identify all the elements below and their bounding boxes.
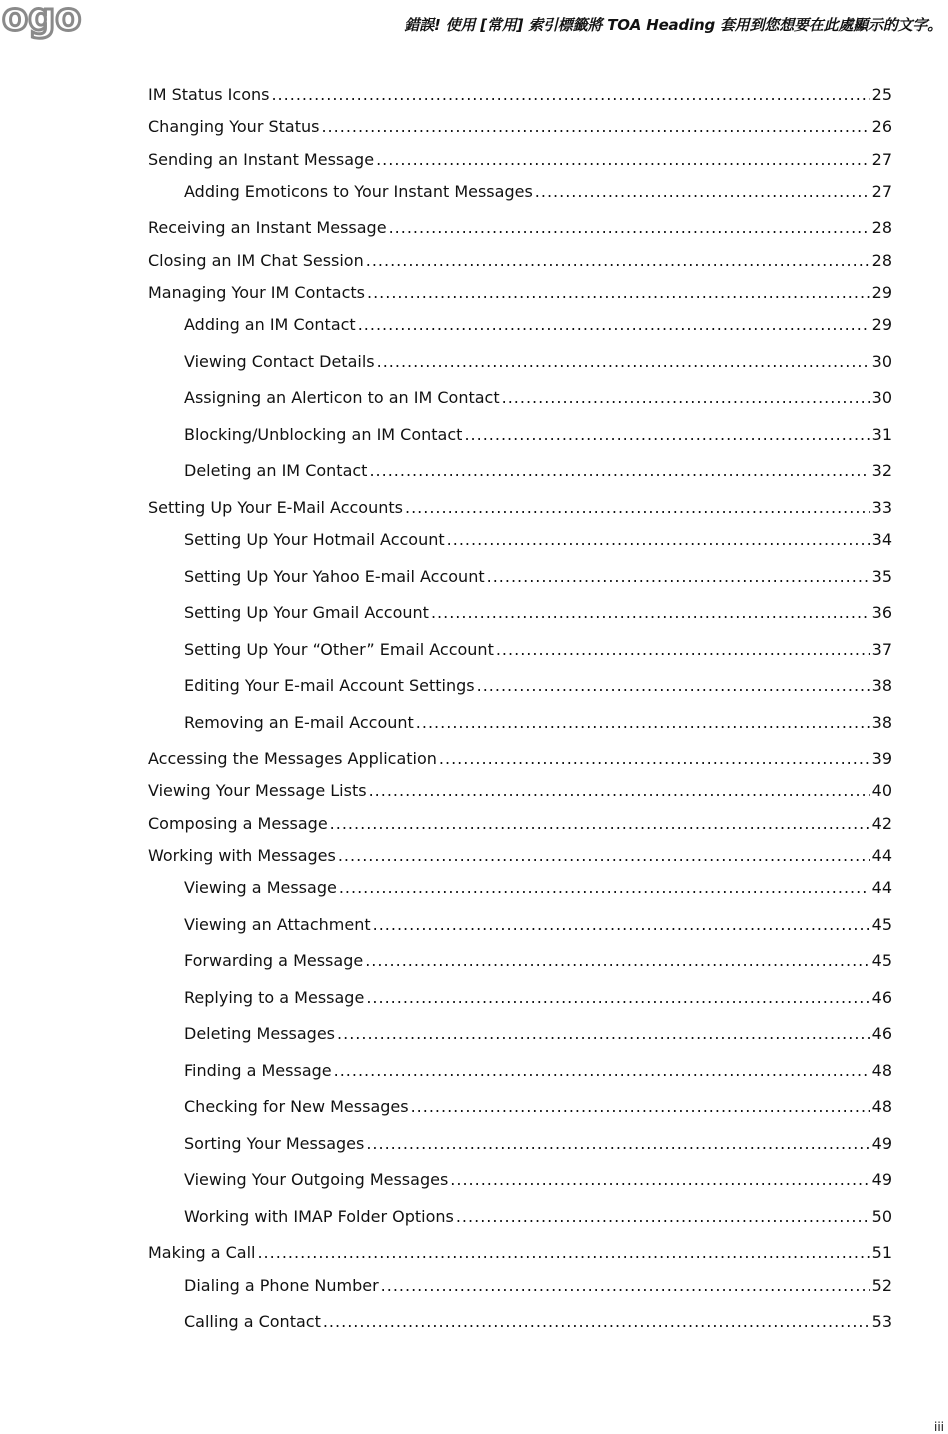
toc-entry-page: 38 [871,676,892,696]
toc-entry-title: Setting Up Your Yahoo E-mail Account [184,566,485,586]
dot-leader [338,845,870,867]
toc-entry-page: 33 [871,497,892,517]
toc-entry-title: Making a Call [148,1243,256,1263]
toc-entry-title: Deleting Messages [184,1024,336,1044]
dot-leader [271,84,869,106]
toc-entry[interactable] [148,1311,892,1348]
toc-entry-page: 28 [871,250,892,270]
toc-entry-title: Viewing Your Outgoing Messages [184,1170,449,1190]
toc-entry[interactable] [148,1133,892,1170]
toc-entry-title: IM Status Icons [148,85,270,104]
toc-entry[interactable] [148,1096,892,1133]
toc-entry-page: 26 [871,117,892,137]
toc-entry-title: Viewing Contact Details [184,351,375,371]
toc-entry-page: 48 [871,1060,892,1080]
toc-entry-page: 49 [871,1170,892,1190]
toc-entry[interactable] [148,1060,892,1097]
dot-leader [381,1275,870,1297]
dot-leader [456,1206,870,1228]
toc-entry[interactable] [148,675,892,712]
dot-leader [502,387,870,409]
dot-leader [439,748,870,770]
toc-entry-title: Setting Up Your Hotmail Account [184,530,445,550]
dot-leader [405,497,870,519]
toc-entry[interactable] [148,813,892,845]
toc-entry-page: 27 [871,181,892,201]
toc-entry-title: Adding Emoticons to Your Instant Messages [184,181,533,201]
toc-entry-page: 46 [871,987,892,1007]
dot-leader [369,460,869,482]
dot-leader [369,780,870,802]
toc-entry[interactable] [148,639,892,676]
toc-entry-title: Viewing Your Message Lists [148,781,367,801]
toc-entry[interactable] [148,914,892,951]
dot-leader [389,217,870,239]
toc-entry[interactable] [148,314,892,351]
toa-heading-error: 錯誤! 使用 [常用] 索引標籤將 TOA Heading 套用到您想要在此處顯示的文字。 [404,16,942,34]
toc-entry[interactable] [148,602,892,639]
toc-entry-page: 29 [871,315,892,335]
toc-entry[interactable] [148,529,892,566]
toc-entry-title: Closing an IM Chat Session [148,250,364,270]
dot-leader [330,813,870,835]
toc-entry-page: 34 [871,530,892,550]
dot-leader [431,602,870,624]
toc-entry-page: 31 [871,424,892,444]
toc-entry-title: Calling a Contact [184,1312,321,1332]
dot-leader [334,1060,870,1082]
toc-entry-title: Receiving an Instant Message [148,218,387,238]
toc-entry-title: Dialing a Phone Number [184,1275,379,1295]
toc-entry[interactable] [148,1275,892,1312]
toc-entry-page: 48 [871,1097,892,1117]
toc-entry[interactable] [148,748,892,780]
toc-entry-page: 52 [871,1275,892,1295]
toc-entry-page: 51 [871,1243,892,1263]
dot-leader [337,1023,870,1045]
toc-entry-page: 30 [871,351,892,371]
toc-entry[interactable] [148,877,892,914]
toc-entry[interactable] [148,780,892,812]
toc-entry-title: Adding an IM Contact [184,315,356,335]
dot-leader [366,250,870,272]
toc-entry-page: 50 [871,1206,892,1226]
toc-entry-title: Replying to a Message [184,987,365,1007]
toc-entry[interactable] [148,217,892,249]
dot-leader [464,424,869,446]
toc-entry-page: 53 [871,1312,892,1332]
toc-entry[interactable] [148,181,892,218]
toc-entry-title: Finding a Message [184,1060,332,1080]
dot-leader [416,712,870,734]
dot-leader [447,529,870,551]
dot-leader [496,639,870,661]
dot-leader [487,566,870,588]
toc-entry[interactable] [148,387,892,424]
toc-entry-title: Managing Your IM Contacts [148,282,365,302]
toc-entry-title: Composing a Message [148,813,328,833]
dot-leader [450,1169,869,1191]
toc-entry[interactable] [148,950,892,987]
toc-entry-page: 39 [871,749,892,769]
toc-entry-title: Removing an E-mail Account [184,712,414,732]
toc-entry-title: Accessing the Messages Application [148,749,437,769]
toc-entry[interactable] [148,1169,892,1206]
toc-entry-title: Viewing a Message [184,878,337,898]
dot-leader [366,987,869,1009]
dot-leader [257,1242,869,1264]
page-number: iii [933,1420,944,1434]
toc-entry-title: Setting Up Your “Other” Email Account [184,639,494,659]
toc-entry-page: 32 [871,461,892,481]
toc-entry-title: Assigning an Alerticon to an IM Contact [184,388,500,408]
toc-entry-title: Editing Your E-mail Account Settings [184,676,475,696]
toc-entry-page: 30 [871,388,892,408]
toc-entry[interactable] [148,250,892,282]
toc-entry[interactable] [148,84,892,116]
dot-leader [365,950,869,972]
toc-entry[interactable] [148,424,892,461]
toc-entry[interactable] [148,282,892,314]
toc-entry-title: Forwarding a Message [184,951,364,971]
toc-entry-page: 40 [871,781,892,801]
dot-leader [366,1133,869,1155]
toc-entry-title: Sorting Your Messages [184,1133,365,1153]
toc-entry-page: 46 [871,1024,892,1044]
toc-entry-title: Changing Your Status [148,117,320,137]
dot-leader [411,1096,870,1118]
toc-entry-page: 28 [871,218,892,238]
toc-entry-page: 44 [871,878,892,898]
dot-leader [358,314,870,336]
dot-leader [376,149,870,171]
toc-entry-page: 42 [871,813,892,833]
toc-entry[interactable] [148,987,892,1024]
toc-entry-title: Sending an Instant Message [148,149,375,169]
logo-text: ogo [2,0,82,39]
toc-entry-page: 37 [871,639,892,659]
toc-entry-page: 35 [871,566,892,586]
dot-leader [321,116,869,138]
toc-entry-page: 44 [871,845,892,865]
toc-entry[interactable] [148,116,892,148]
toc-entry[interactable] [148,845,892,877]
toc-entry[interactable] [148,1023,892,1060]
toc-entry-page: 29 [871,282,892,302]
toc-entry[interactable] [148,460,892,497]
toc-entry-title: Checking for New Messages [184,1097,409,1117]
dot-leader [373,914,870,936]
toc-entry-page: 25 [871,85,892,104]
toc-entry-page: 45 [871,951,892,971]
toc-entry-title: Working with Messages [148,845,336,865]
toc-entry[interactable] [148,566,892,603]
toc-entry[interactable] [148,712,892,749]
toc-entry-title: Deleting an IM Contact [184,461,368,481]
dot-leader [367,282,870,304]
toc-entry-title: Blocking/Unblocking an IM Contact [184,424,463,444]
toc-entry-title: Setting Up Your Gmail Account [184,603,429,623]
table-of-contents [148,84,892,1348]
toc-entry-title: Viewing an Attachment [184,914,371,934]
toc-entry-page: 38 [871,712,892,732]
toc-entry-title: Setting Up Your E-Mail Accounts [148,497,403,517]
toc-entry-page: 27 [871,149,892,169]
toc-entry-page: 49 [871,1133,892,1153]
toc-entry-page: 36 [871,603,892,623]
toc-entry[interactable] [148,497,892,529]
toc-entry[interactable] [148,1206,892,1243]
ogo-logo [2,0,92,40]
dot-leader [477,675,870,697]
toc-entry-title: Working with IMAP Folder Options [184,1206,454,1226]
toc-entry-page: 45 [871,914,892,934]
toc-entry[interactable] [148,149,892,181]
dot-leader [535,181,870,203]
dot-leader [323,1311,870,1333]
dot-leader [377,351,870,373]
toc-entry[interactable] [148,1242,892,1274]
toc-entry[interactable] [148,351,892,388]
dot-leader [339,877,870,899]
